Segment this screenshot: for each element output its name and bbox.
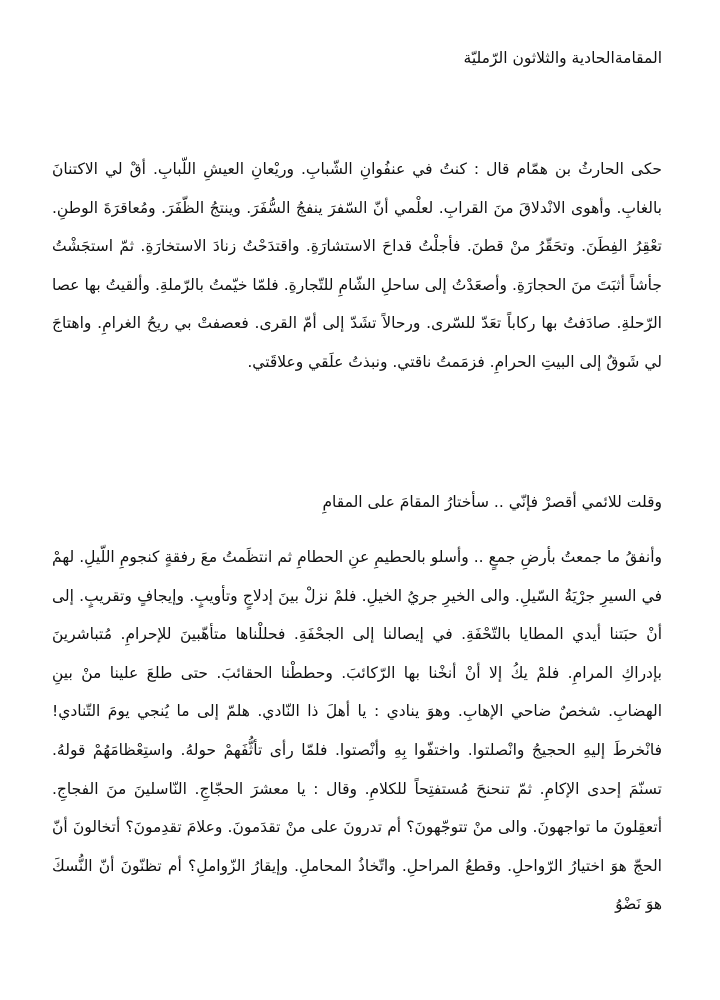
paragraph-2: وأنفقُ ما جمعتُ بأرضِ جمعٍ .. وأسلو بالحطيمِ عنِ الحطامِ ثم انتظَمتُ معَ رفقةٍ كنجومِ اللّيلِ. لهمْ في السيرِ جرْيَةُ السّيلِ. والى الخيرِ جريُ الخيلِ. فلمْ نزلْ بينَ إدلاجٍ وتأويبٍ. وإيجافٍ وتقريبٍ. إلى أنْ حبَتنا أيدي المطايا بالتّحْفَةِ. في إيصالنا إلى الجحْفَةِ. فحللْناها متأهّبينَ للإحرامِ. مُتباشرينَ بإدراكِ المرامِ. فلمْ يكُ إلا أنْ أنخْنا بها الرّكائبَ. وحططْنا الحقائبَ. حتى طلعَ علينا منْ بينِ الهضابِ. شخصٌ ضاحي الإهابِ. وهوَ ينادي : يا أهلَ ذا النّادي. هلمّ إلى ما يُنجي يومَ التّنادي! فانْخرطَ إليهِ الحجيجُ وانْصلتوا. واختفّوا بِهِ وأنْصتوا. فلمّا رأى تأثُّفَهمْ حولهُ. واستِعْظامَهُمْ قولهُ. تسنّمَ إحدى الإكامِ. ثمّ تنحنحَ مُستفتِحاً للكلامِ. وقال : يا معشرَ الحجّاجِ. النّاسلينَ منَ الفجاجِ. أتعقِلونَ ما تواجهونَ. والى منْ تتوجّهونَ؟ أم تدرونَ على منْ تقدَمونَ. وعلامَ تقدِمونَ؟ أتخالونَ أنّ الحجّ هوَ اختيارُ الرّواحلِ. وقطعُ المراحلِ. واتّخاذُ المحاملِ. وإيقارُ الزّواملِ؟ أم تظنّونَ أنّ النُّسكَ هوَ نَضْوُ [52,548,662,914]
paragraph-1: حكى الحارثُ بن همّام قال : كنتُ في عنفُوانِ الشّبابِ. وريْعانِ العيشِ اللّبابِ. أقْ لي الاكتنانَ بالغابِ. وأهوى الانْدلاقَ منَ القرابِ. لعلْمي أنّ السّفرَ ينفجُ السُّفَرَ. وينتجُ الظّفَرَ. ومُعاقرَةَ الوطنِ. تعْقِرُ الفِطَنَ. وتحَقّرُ منْ قطنَ. فأجلْتُ قداحَ الاستشارَةِ. واقتدَحْتُ زنادَ الاستخارَةِ. ثمّ استجَشْتُ جأشاً أثبَتَ منَ الحجارَةِ. وأصعَدْتُ إلى ساحلِ الشّامِ للتّجارةِ. فلمّا خيّمتُ بالرّملةِ. وألقيتُ بها عصا الرّحلةِ. صادَفتُ بها ركاباً تعَدّ للسّرى. ورحالاً تشَدّ إلى أمّ القرى. فعصفتْ بي ريحُ الغرامِ. واهتاجَ لي شَوقٌ إلى البيتِ الحرامِ. فزمَمتُ ناقتي. ونبذتُ علَقي وعلاقَتي. [52,160,662,371]
document-title: المقامةالحادية والثلاثون الرّمليّة [463,49,662,67]
verse-line: وقلت للائمي أقصرْ فإنّي .. سأختارُ المقامَ على المقامِ [322,493,662,511]
